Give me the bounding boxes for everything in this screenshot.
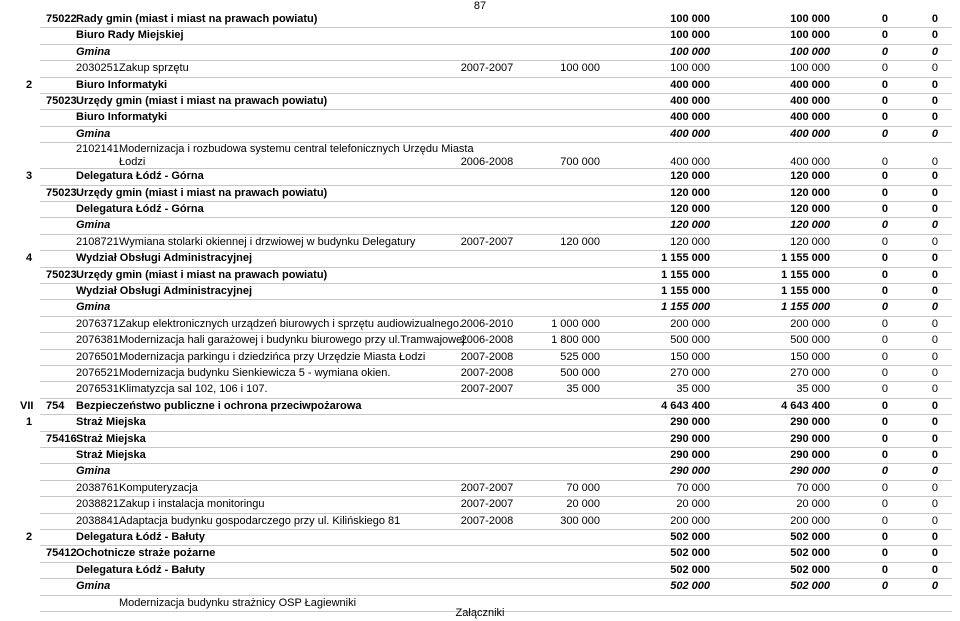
value-col-5: 0 (931, 481, 938, 494)
row-name: Gmina (76, 45, 111, 58)
table-row (0, 530, 960, 546)
value-col-3: 1 155 000 (781, 301, 830, 314)
value-col-5: 0 (931, 580, 938, 593)
task-description: Modernizacja budynku Sienkiewicza 5 - wymiana okien. (119, 367, 391, 379)
value-col-4: 0 (881, 432, 888, 445)
value-col-5: 0 (931, 29, 938, 42)
total-value: 700 000 (560, 156, 600, 169)
row-name: Straż Miejska (76, 432, 146, 445)
task-years: 2006-2008 (460, 334, 514, 347)
task-code: 2076381 (76, 334, 119, 347)
value-col-4: 0 (881, 334, 888, 347)
value-col-4: 0 (881, 531, 888, 543)
value-col-2: 502 000 (670, 531, 710, 543)
table-row (0, 317, 960, 333)
value-col-4: 0 (881, 45, 888, 58)
value-col-3: 400 000 (790, 127, 830, 140)
total-value: 35 000 (566, 383, 600, 396)
row-name: Biuro Rady Miejskiej (76, 29, 184, 42)
row-name: Biuro Informatyki (76, 111, 168, 124)
value-col-4: 0 (881, 95, 888, 107)
value-col-2: 100 000 (670, 62, 710, 75)
value-col-2: 1 155 000 (661, 301, 710, 314)
task-description-cont: Łodzi (119, 156, 146, 169)
table-row (0, 448, 960, 464)
task-code: 2076371 (76, 317, 119, 330)
task-years: 2007-2007 (460, 481, 514, 494)
table-row (0, 399, 960, 415)
value-col-4: 0 (881, 285, 888, 297)
value-col-4: 0 (881, 29, 888, 42)
value-col-3: 70 000 (796, 481, 830, 494)
task-years: 2007-2007 (460, 235, 514, 248)
value-col-2: 100 000 (670, 29, 710, 42)
value-col-2: 290 000 (670, 449, 710, 461)
division-code: 75022 (46, 13, 77, 25)
value-col-5: 0 (931, 367, 938, 379)
row-name: Wydział Obsługi Administracyjnej (76, 252, 253, 265)
value-col-3: 120 000 (790, 186, 830, 199)
task-code: 2076531 (76, 383, 119, 396)
value-col-5: 0 (931, 465, 938, 478)
value-col-3: 400 000 (790, 156, 830, 169)
value-col-3: 20 000 (796, 498, 830, 511)
value-col-3: 120 000 (790, 170, 830, 183)
total-value: 525 000 (560, 350, 600, 363)
value-col-4: 0 (881, 465, 888, 478)
value-col-5: 0 (931, 127, 938, 140)
value-col-4: 0 (881, 301, 888, 314)
row-name: Gmina (76, 465, 111, 478)
table-row (0, 366, 960, 382)
total-value: 100 000 (560, 62, 600, 75)
value-col-4: 0 (881, 111, 888, 124)
value-col-4: 0 (881, 186, 888, 199)
value-col-4: 0 (881, 78, 888, 91)
division-code: 75023 (46, 268, 77, 281)
table-row (0, 143, 960, 169)
task-code: 2076521 (76, 367, 119, 379)
total-value: 300 000 (560, 514, 600, 527)
value-col-5: 0 (931, 514, 938, 527)
value-col-4: 0 (881, 547, 888, 560)
value-col-2: 1 155 000 (661, 285, 710, 297)
value-col-5: 0 (931, 156, 938, 169)
value-col-5: 0 (931, 547, 938, 560)
table-row (0, 333, 960, 349)
table-row (0, 481, 960, 497)
value-col-4: 0 (881, 268, 888, 281)
task-years: 2006-2010 (460, 317, 514, 330)
table-row (0, 61, 960, 77)
value-col-5: 0 (931, 301, 938, 314)
total-value: 1 000 000 (551, 317, 600, 330)
value-col-3: 270 000 (790, 367, 830, 379)
value-col-4: 0 (881, 383, 888, 396)
table-row (0, 127, 960, 143)
value-col-4: 0 (881, 580, 888, 593)
value-col-4: 0 (881, 514, 888, 527)
division-code: 75416 (46, 432, 77, 445)
value-col-5: 0 (931, 45, 938, 58)
value-col-4: 0 (881, 481, 888, 494)
value-col-5: 0 (931, 383, 938, 396)
row-name: Urzędy gmin (miast i miast na prawach powiatu) (76, 268, 328, 281)
row-name: Straż Miejska (76, 416, 146, 429)
task-description: Wymiana stolarki okiennej i drzwiowej w budynku Delegatury (119, 235, 416, 248)
table-row (0, 169, 960, 185)
value-col-3: 400 000 (790, 111, 830, 124)
value-col-5: 0 (931, 235, 938, 248)
row-number: 3 (26, 170, 33, 183)
value-col-2: 290 000 (670, 432, 710, 445)
value-col-3: 4 643 400 (781, 399, 830, 412)
task-code: 2076501 (76, 350, 119, 363)
value-col-5: 0 (931, 399, 938, 412)
table-row (0, 251, 960, 267)
table-row (0, 350, 960, 366)
row-name: Gmina (76, 219, 111, 232)
division-code: 75023 (46, 95, 77, 107)
value-col-3: 290 000 (790, 465, 830, 478)
task-years: 2007-2008 (460, 350, 514, 363)
footer-label: Załączniki (455, 607, 505, 619)
value-col-3: 1 155 000 (781, 268, 830, 281)
task-code: 2030251 (76, 62, 119, 75)
value-col-4: 0 (881, 13, 888, 25)
value-col-3: 290 000 (790, 416, 830, 429)
value-col-2: 290 000 (670, 465, 710, 478)
division-code: 75023 (46, 186, 77, 199)
table-row (0, 432, 960, 448)
table-row (0, 497, 960, 513)
value-col-4: 0 (881, 127, 888, 140)
task-years: 2007-2007 (460, 383, 514, 396)
value-col-2: 100 000 (670, 45, 710, 58)
value-col-2: 120 000 (670, 235, 710, 248)
row-number: 2 (26, 531, 33, 543)
row-name: Gmina (76, 580, 111, 593)
value-col-3: 100 000 (790, 13, 830, 25)
value-col-4: 0 (881, 235, 888, 248)
value-col-5: 0 (931, 95, 938, 107)
row-name: Urzędy gmin (miast i miast na prawach powiatu) (76, 186, 328, 199)
value-col-3: 150 000 (790, 350, 830, 363)
task-description: Komputeryzacja (119, 481, 198, 494)
value-col-4: 0 (881, 317, 888, 330)
row-number: 2 (26, 78, 33, 91)
row-name: Ochotnicze straże pożarne (76, 547, 216, 560)
value-col-2: 400 000 (670, 95, 710, 107)
value-col-2: 120 000 (670, 219, 710, 232)
total-value: 70 000 (566, 481, 600, 494)
value-col-2: 1 155 000 (661, 268, 710, 281)
page-number: 87 (473, 0, 487, 12)
value-col-3: 200 000 (790, 317, 830, 330)
task-code: 2102141 (76, 143, 119, 156)
value-col-4: 0 (881, 563, 888, 576)
value-col-3: 200 000 (790, 514, 830, 527)
table-row (0, 284, 960, 300)
value-col-5: 0 (931, 252, 938, 265)
value-col-3: 290 000 (790, 449, 830, 461)
table-row (0, 382, 960, 398)
task-description: Modernizacja i rozbudowa systemu central telefonicznych Urzędu Miasta (119, 143, 474, 156)
value-col-3: 100 000 (790, 29, 830, 42)
row-name: Delegatura Łódź - Bałuty (76, 563, 205, 576)
value-col-2: 120 000 (670, 186, 710, 199)
value-col-3: 120 000 (790, 219, 830, 232)
value-col-5: 0 (931, 350, 938, 363)
value-col-4: 0 (881, 350, 888, 363)
value-col-5: 0 (931, 13, 938, 25)
value-col-2: 400 000 (670, 156, 710, 169)
value-col-2: 200 000 (670, 317, 710, 330)
value-col-2: 120 000 (670, 170, 710, 183)
value-col-5: 0 (931, 432, 938, 445)
task-code: 2038761 (76, 481, 119, 494)
value-col-3: 400 000 (790, 95, 830, 107)
value-col-3: 290 000 (790, 432, 830, 445)
value-col-3: 1 155 000 (781, 252, 830, 265)
value-col-4: 0 (881, 219, 888, 232)
division-code: 75412 (46, 547, 77, 560)
value-col-2: 500 000 (670, 334, 710, 347)
table-row (0, 45, 960, 61)
value-col-3: 502 000 (790, 580, 830, 593)
table-row (0, 268, 960, 284)
value-col-3: 100 000 (790, 62, 830, 75)
value-col-5: 0 (931, 62, 938, 75)
row-name: Delegatura Łódź - Górna (76, 203, 204, 215)
task-code: 2038841 (76, 514, 119, 527)
table-row (0, 94, 960, 110)
value-col-5: 0 (931, 531, 938, 543)
value-col-5: 0 (931, 219, 938, 232)
value-col-4: 0 (881, 156, 888, 169)
value-col-4: 0 (881, 203, 888, 215)
value-col-5: 0 (931, 334, 938, 347)
value-col-2: 502 000 (670, 580, 710, 593)
row-name: Delegatura Łódź - Bałuty (76, 531, 205, 543)
row-number: 1 (26, 416, 33, 429)
value-col-2: 4 643 400 (661, 399, 710, 412)
value-col-4: 0 (881, 449, 888, 461)
value-col-5: 0 (931, 416, 938, 429)
value-col-5: 0 (931, 449, 938, 461)
value-col-4: 0 (881, 62, 888, 75)
task-years: 2007-2007 (460, 62, 514, 75)
row-name: Urzędy gmin (miast i miast na prawach powiatu) (76, 95, 328, 107)
value-col-3: 400 000 (790, 78, 830, 91)
row-name: Gmina (76, 127, 111, 140)
value-col-2: 270 000 (670, 367, 710, 379)
table-row (0, 546, 960, 562)
task-description: Klimatyzcja sal 102, 106 i 107. (119, 383, 268, 396)
total-value: 1 800 000 (551, 334, 600, 347)
task-code: 2038821 (76, 498, 119, 511)
table-row (0, 464, 960, 480)
value-col-4: 0 (881, 498, 888, 511)
value-col-3: 500 000 (790, 334, 830, 347)
table-row (0, 186, 960, 202)
row-name: Rady gmin (miast i miast na prawach powiatu) (76, 13, 318, 25)
task-description: Modernizacja parkingu i dziedzińca przy Urzędzie Miasta Łodzi (119, 350, 426, 363)
value-col-5: 0 (931, 563, 938, 576)
row-number: 4 (26, 252, 33, 265)
value-col-2: 502 000 (670, 563, 710, 576)
row-name: Wydział Obsługi Administracyjnej (76, 285, 253, 297)
value-col-5: 0 (931, 78, 938, 91)
value-col-2: 290 000 (670, 416, 710, 429)
value-col-2: 400 000 (670, 78, 710, 91)
value-col-2: 200 000 (670, 514, 710, 527)
task-description: Zakup sprzętu (119, 62, 189, 75)
total-value: 120 000 (560, 235, 600, 248)
value-col-5: 0 (931, 111, 938, 124)
value-col-4: 0 (881, 252, 888, 265)
table-row (0, 78, 960, 94)
value-col-3: 120 000 (790, 203, 830, 215)
value-col-3: 120 000 (790, 235, 830, 248)
task-description: Zakup elektronicznych urządzeń biurowych i sprzętu audiowizualnego. (119, 317, 463, 330)
value-col-2: 70 000 (676, 481, 710, 494)
value-col-3: 502 000 (790, 547, 830, 560)
value-col-5: 0 (931, 285, 938, 297)
table-row (0, 12, 960, 28)
value-col-5: 0 (931, 498, 938, 511)
value-col-2: 150 000 (670, 350, 710, 363)
table-row (0, 202, 960, 218)
value-col-3: 35 000 (796, 383, 830, 396)
value-col-5: 0 (931, 317, 938, 330)
task-description: Adaptacja budynku gospodarczego przy ul. Kilińskiego 81 (119, 514, 401, 527)
value-col-2: 120 000 (670, 203, 710, 215)
value-col-2: 35 000 (676, 383, 710, 396)
division-code: 754 (46, 399, 65, 412)
value-col-5: 0 (931, 203, 938, 215)
section-roman: VII (20, 399, 34, 412)
row-name: Delegatura Łódź - Górna (76, 170, 204, 183)
value-col-3: 502 000 (790, 563, 830, 576)
task-years: 2006-2008 (460, 156, 514, 169)
value-col-4: 0 (881, 416, 888, 429)
value-col-2: 400 000 (670, 127, 710, 140)
value-col-2: 400 000 (670, 111, 710, 124)
task-description: Zakup i instalacja monitoringu (119, 498, 265, 511)
task-years: 2007-2008 (460, 514, 514, 527)
value-col-2: 100 000 (670, 13, 710, 25)
row-name: Biuro Informatyki (76, 78, 168, 91)
value-col-2: 502 000 (670, 547, 710, 560)
table-row (0, 415, 960, 431)
task-years: 2007-2007 (460, 498, 514, 511)
value-col-5: 0 (931, 268, 938, 281)
task-code: 2108721 (76, 235, 119, 248)
value-col-2: 1 155 000 (661, 252, 710, 265)
table-row (0, 563, 960, 579)
table-row (0, 218, 960, 234)
table-row (0, 28, 960, 44)
row-name: Gmina (76, 301, 111, 314)
value-col-5: 0 (931, 170, 938, 183)
table-row (0, 300, 960, 316)
task-years: 2007-2008 (460, 367, 514, 379)
task-description: Modernizacja hali garażowej i budynku biurowego przy ul.Tramwajowej. (119, 334, 468, 347)
row-name: Straż Miejska (76, 449, 146, 461)
table-row (0, 110, 960, 126)
value-col-3: 100 000 (790, 45, 830, 58)
total-value: 20 000 (566, 498, 600, 511)
value-col-5: 0 (931, 186, 938, 199)
value-col-2: 20 000 (676, 498, 710, 511)
task-description: Modernizacja budynku strażnicy OSP Łagiewniki (119, 596, 357, 609)
total-value: 500 000 (560, 367, 600, 379)
value-col-3: 1 155 000 (781, 285, 830, 297)
value-col-4: 0 (881, 367, 888, 379)
table-row (0, 514, 960, 530)
row-name: Bezpieczeństwo publiczne i ochrona przeciwpożarowa (76, 399, 362, 412)
value-col-3: 502 000 (790, 531, 830, 543)
value-col-4: 0 (881, 170, 888, 183)
value-col-4: 0 (881, 399, 888, 412)
table-row (0, 579, 960, 595)
table-row (0, 235, 960, 251)
